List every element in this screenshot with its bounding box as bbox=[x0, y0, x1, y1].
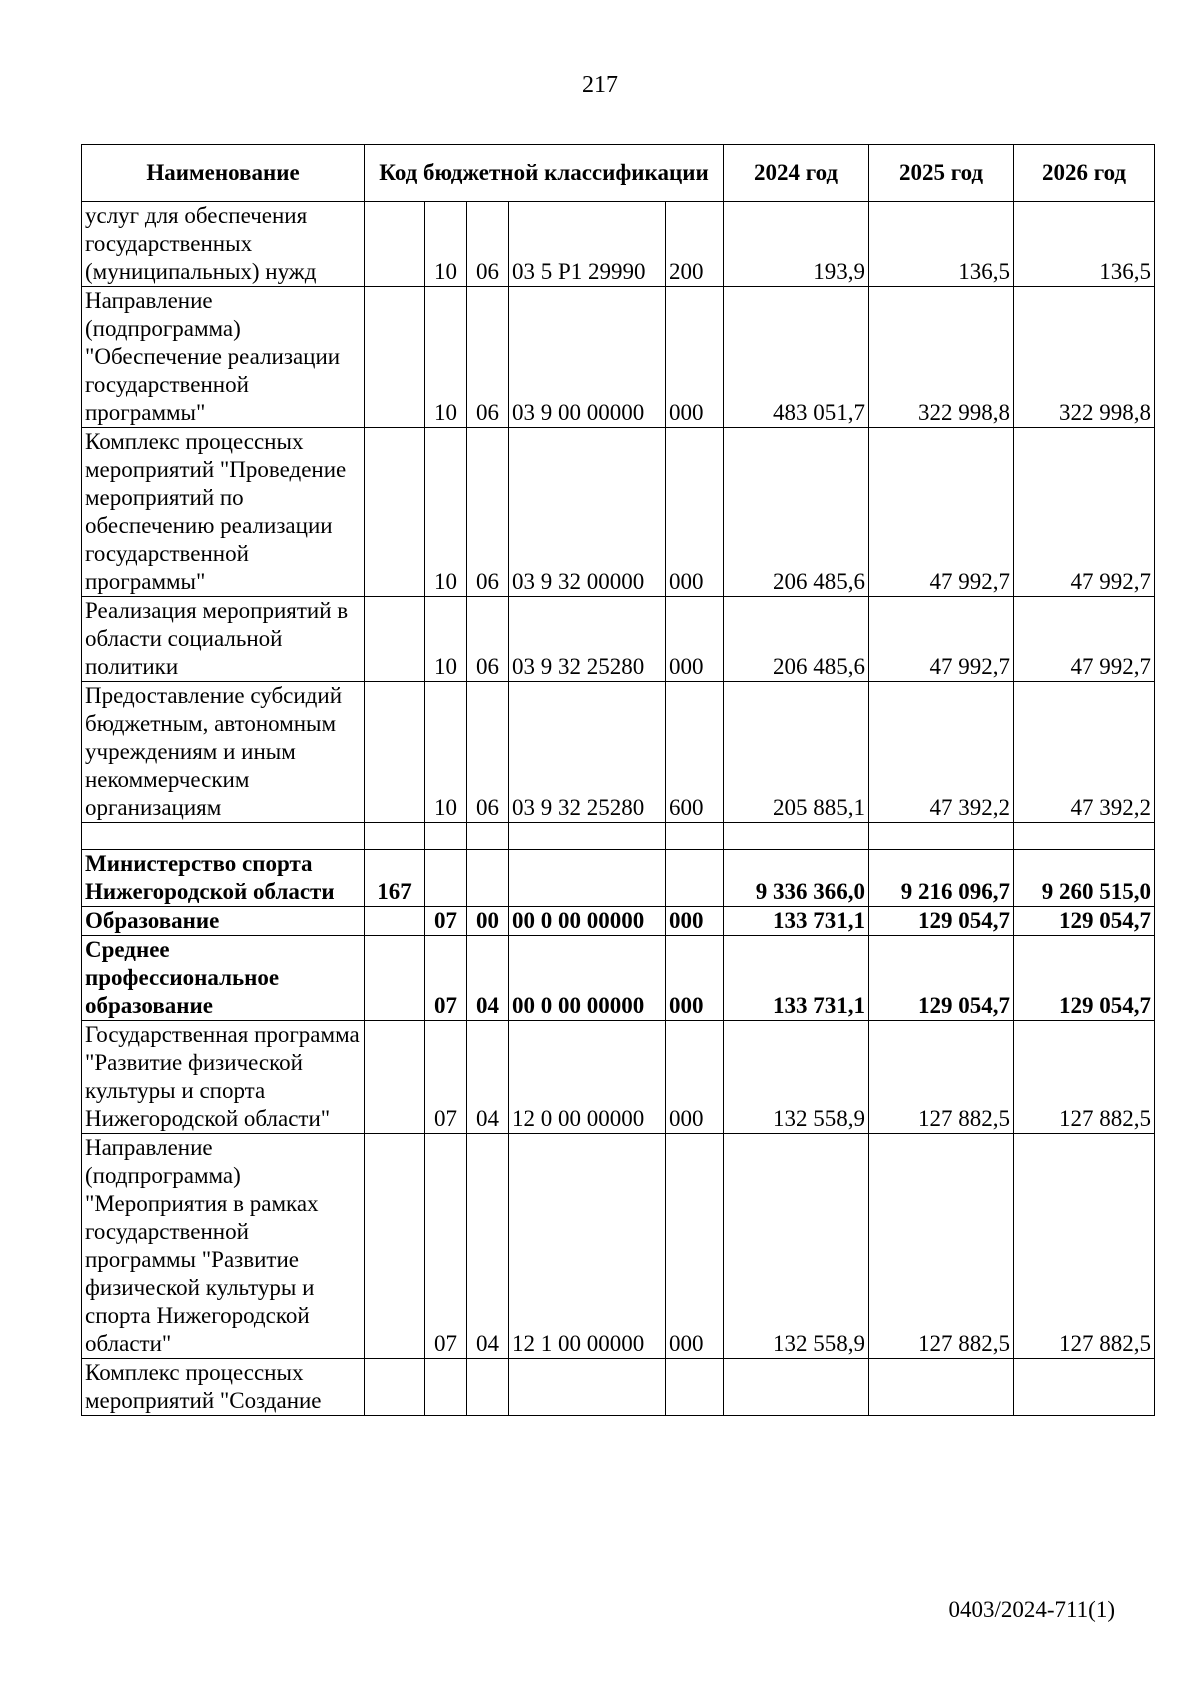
row-value-2025: 129 054,7 bbox=[869, 907, 1014, 936]
row-subsection-code: 04 bbox=[467, 936, 509, 1021]
row-name: Реализация мероприятий в области социальной политики bbox=[82, 597, 365, 682]
row-value-2025: 47 392,2 bbox=[869, 682, 1014, 823]
row-name: Направление (подпрограмма) "Мероприятия в рамках государственной программы "Развитие физической культуры и спорта Нижегородской области" bbox=[82, 1134, 365, 1359]
row-value-2026: 47 392,2 bbox=[1014, 682, 1155, 823]
row-subsection-code: 04 bbox=[467, 1021, 509, 1134]
table-row bbox=[82, 936, 1155, 1021]
row-value-2026: 127 882,5 bbox=[1014, 1134, 1155, 1359]
table-header-row bbox=[82, 145, 1155, 202]
table-row bbox=[82, 1134, 1155, 1359]
budget-table bbox=[81, 144, 1155, 1416]
row-target-article-code bbox=[509, 823, 666, 850]
row-value-2024: 205 885,1 bbox=[724, 682, 869, 823]
row-value-2026: 129 054,7 bbox=[1014, 907, 1155, 936]
table-row bbox=[82, 682, 1155, 823]
row-expense-type-code: 000 bbox=[666, 597, 724, 682]
row-value-2024: 132 558,9 bbox=[724, 1021, 869, 1134]
row-name: Комплекс процессных мероприятий "Создание bbox=[82, 1359, 365, 1416]
row-target-article-code: 03 9 32 25280 bbox=[509, 682, 666, 823]
header-2025: 2025 год bbox=[869, 145, 1014, 202]
row-expense-type-code: 000 bbox=[666, 287, 724, 428]
row-name bbox=[82, 823, 365, 850]
row-value-2025: 9 216 096,7 bbox=[869, 850, 1014, 907]
row-target-article-code: 00 0 00 00000 bbox=[509, 936, 666, 1021]
row-value-2026 bbox=[1014, 1359, 1155, 1416]
row-expense-type-code: 000 bbox=[666, 936, 724, 1021]
row-value-2024: 193,9 bbox=[724, 202, 869, 287]
table-row bbox=[82, 850, 1155, 907]
row-section-code: 10 bbox=[425, 682, 467, 823]
header-2024: 2024 год bbox=[724, 145, 869, 202]
row-value-2026: 129 054,7 bbox=[1014, 936, 1155, 1021]
row-name: Направление (подпрограмма) "Обеспечение реализации государственной программы" bbox=[82, 287, 365, 428]
row-value-2025 bbox=[869, 1359, 1014, 1416]
row-expense-type-code: 200 bbox=[666, 202, 724, 287]
table-row bbox=[82, 1359, 1155, 1416]
row-expense-type-code: 000 bbox=[666, 907, 724, 936]
row-subsection-code bbox=[467, 850, 509, 907]
row-subsection-code: 06 bbox=[467, 287, 509, 428]
row-target-article-code bbox=[509, 850, 666, 907]
row-target-article-code: 00 0 00 00000 bbox=[509, 907, 666, 936]
table-row bbox=[82, 428, 1155, 597]
row-subsection-code: 06 bbox=[467, 202, 509, 287]
row-ministry-code bbox=[365, 682, 425, 823]
row-value-2024: 206 485,6 bbox=[724, 597, 869, 682]
row-subsection-code: 06 bbox=[467, 682, 509, 823]
row-target-article-code: 03 5 Р1 29990 bbox=[509, 202, 666, 287]
row-target-article-code: 12 1 00 00000 bbox=[509, 1134, 666, 1359]
row-section-code: 07 bbox=[425, 1021, 467, 1134]
row-expense-type-code: 000 bbox=[666, 1021, 724, 1134]
row-value-2025: 322 998,8 bbox=[869, 287, 1014, 428]
row-value-2025: 127 882,5 bbox=[869, 1134, 1014, 1359]
row-expense-type-code bbox=[666, 850, 724, 907]
table-body bbox=[82, 202, 1155, 1416]
row-section-code: 10 bbox=[425, 287, 467, 428]
row-expense-type-code: 600 bbox=[666, 682, 724, 823]
row-ministry-code: 167 bbox=[365, 850, 425, 907]
row-target-article-code bbox=[509, 1359, 666, 1416]
row-ministry-code bbox=[365, 428, 425, 597]
row-expense-type-code bbox=[666, 823, 724, 850]
row-ministry-code bbox=[365, 202, 425, 287]
row-value-2024: 483 051,7 bbox=[724, 287, 869, 428]
row-name: Образование bbox=[82, 907, 365, 936]
row-value-2024: 133 731,1 bbox=[724, 907, 869, 936]
row-value-2025: 129 054,7 bbox=[869, 936, 1014, 1021]
row-expense-type-code bbox=[666, 1359, 724, 1416]
row-subsection-code bbox=[467, 1359, 509, 1416]
page-number: 217 bbox=[582, 72, 618, 98]
row-value-2026 bbox=[1014, 823, 1155, 850]
table-row bbox=[82, 1021, 1155, 1134]
row-section-code: 07 bbox=[425, 936, 467, 1021]
row-ministry-code bbox=[365, 1359, 425, 1416]
header-name: Наименование bbox=[82, 145, 365, 202]
row-value-2024: 133 731,1 bbox=[724, 936, 869, 1021]
row-target-article-code: 03 9 32 25280 bbox=[509, 597, 666, 682]
row-section-code: 10 bbox=[425, 428, 467, 597]
row-ministry-code bbox=[365, 1021, 425, 1134]
table-row bbox=[82, 287, 1155, 428]
row-name: Предоставление субсидий бюджетным, автономным учреждениям и иным некоммерческим организациям bbox=[82, 682, 365, 823]
row-value-2025: 127 882,5 bbox=[869, 1021, 1014, 1134]
row-section-code: 10 bbox=[425, 202, 467, 287]
row-section-code: 07 bbox=[425, 1134, 467, 1359]
row-target-article-code: 12 0 00 00000 bbox=[509, 1021, 666, 1134]
row-name: Среднее профессиональное образование bbox=[82, 936, 365, 1021]
row-name: услуг для обеспечения государственных (муниципальных) нужд bbox=[82, 202, 365, 287]
row-section-code bbox=[425, 850, 467, 907]
table-row bbox=[82, 597, 1155, 682]
header-budget-code: Код бюджетной классификации bbox=[365, 145, 724, 202]
row-value-2025: 47 992,7 bbox=[869, 597, 1014, 682]
row-value-2024: 206 485,6 bbox=[724, 428, 869, 597]
row-target-article-code: 03 9 00 00000 bbox=[509, 287, 666, 428]
row-ministry-code bbox=[365, 1134, 425, 1359]
row-value-2025: 47 992,7 bbox=[869, 428, 1014, 597]
row-ministry-code bbox=[365, 597, 425, 682]
row-subsection-code: 04 bbox=[467, 1134, 509, 1359]
row-value-2026: 47 992,7 bbox=[1014, 428, 1155, 597]
row-target-article-code: 03 9 32 00000 bbox=[509, 428, 666, 597]
row-ministry-code bbox=[365, 823, 425, 850]
table-row bbox=[82, 907, 1155, 936]
row-name: Комплекс процессных мероприятий "Проведение мероприятий по обеспечению реализации государственной программы" bbox=[82, 428, 365, 597]
row-value-2026: 47 992,7 bbox=[1014, 597, 1155, 682]
header-2026: 2026 год bbox=[1014, 145, 1155, 202]
row-name: Министерство спорта Нижегородской области bbox=[82, 850, 365, 907]
row-value-2024: 9 336 366,0 bbox=[724, 850, 869, 907]
row-section-code bbox=[425, 1359, 467, 1416]
row-value-2025 bbox=[869, 823, 1014, 850]
row-expense-type-code: 000 bbox=[666, 1134, 724, 1359]
row-ministry-code bbox=[365, 936, 425, 1021]
row-section-code: 07 bbox=[425, 907, 467, 936]
document-number: 0403/2024-711(1) bbox=[948, 1597, 1115, 1622]
row-section-code: 10 bbox=[425, 597, 467, 682]
row-ministry-code bbox=[365, 287, 425, 428]
row-expense-type-code: 000 bbox=[666, 428, 724, 597]
row-ministry-code bbox=[365, 907, 425, 936]
table-row bbox=[82, 202, 1155, 287]
row-subsection-code: 06 bbox=[467, 597, 509, 682]
row-value-2024 bbox=[724, 823, 869, 850]
row-subsection-code: 00 bbox=[467, 907, 509, 936]
row-name: Государственная программа "Развитие физической культуры и спорта Нижегородской области" bbox=[82, 1021, 365, 1134]
row-value-2026: 127 882,5 bbox=[1014, 1021, 1155, 1134]
row-subsection-code: 06 bbox=[467, 428, 509, 597]
row-value-2026: 322 998,8 bbox=[1014, 287, 1155, 428]
row-value-2024: 132 558,9 bbox=[724, 1134, 869, 1359]
table-row bbox=[82, 823, 1155, 850]
row-value-2026: 136,5 bbox=[1014, 202, 1155, 287]
row-value-2025: 136,5 bbox=[869, 202, 1014, 287]
row-value-2024 bbox=[724, 1359, 869, 1416]
row-value-2026: 9 260 515,0 bbox=[1014, 850, 1155, 907]
row-section-code bbox=[425, 823, 467, 850]
row-subsection-code bbox=[467, 823, 509, 850]
